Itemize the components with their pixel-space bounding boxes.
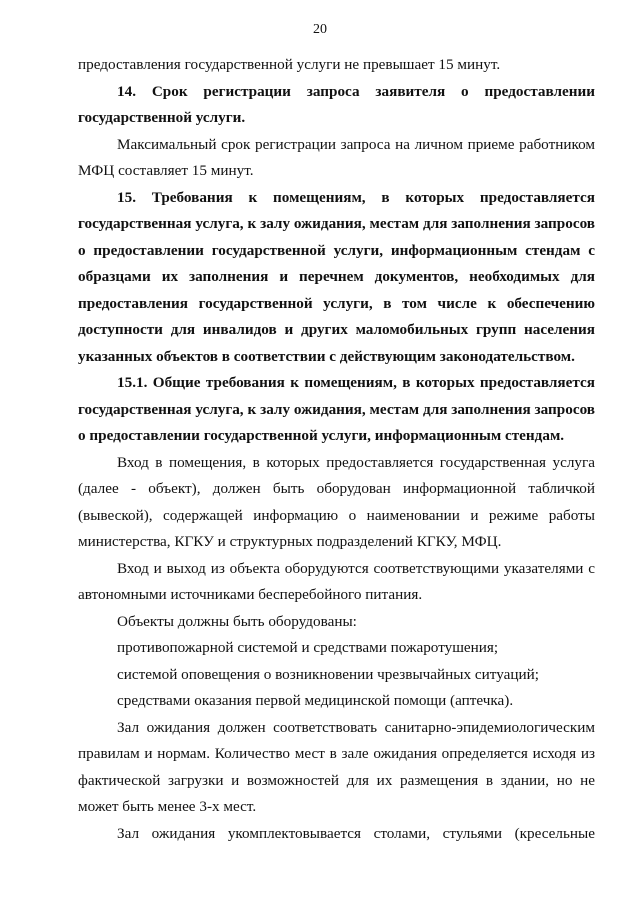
paragraph-waiting-room-furniture: Зал ожидания укомплектовывается столами, стульями (кресельные [117, 824, 595, 842]
paragraph-continuation: предоставления государственной услуги не превышает 15 минут. [78, 56, 501, 73]
paragraph-entrance-sign: Вход в помещения, в которых предоставляется государственная услуга (далее - объект), должен быть оборудован информационной табличкой (вывеской), содержащей информацию о наименовании и режиме работы министерства, КГКУ и структурных подразделений КГКУ, МФЦ. [78, 453, 595, 550]
section-heading-15: 15. Требования к помещениям, в которых предоставляется государственная услуга, к залу ожидания, местам для заполнения запросов о предоставлении государственной услуги, информационным стендам с образцами их заполнения и перечнем документов, необходимых для предоставления государственной услуги, в том числе к обеспечению доступности для инвалидов и других маломобильных групп населения указанных объектов в соответствии с действующим законодательством. [78, 188, 595, 365]
list-item-fire-system: противопожарной системой и средствами пожаротушения; [117, 639, 499, 656]
section-heading-14: 14. Срок регистрации запроса заявителя о предоставлении государственной услуги. [78, 82, 595, 126]
section-heading-15-1: 15.1. Общие требования к помещениям, в которых предоставляется государственная услуга, к залу ожидания, местам для заполнения запросов о предоставлении государственной услуги, информационным стендам. [78, 374, 595, 444]
paragraph-waiting-room: Зал ожидания должен соответствовать санитарно-эпидемиологическим правилам и нормам. Количество мест в зале ожидания определяется исходя из фактической загрузки и возможностей для их размещения в здании, но не может быть менее 3-х мест. [78, 718, 595, 815]
list-item-alert-system: системой оповещения о возникновении чрезвычайных ситуаций; [117, 665, 539, 683]
page-body [78, 52, 595, 847]
page-number: 20 [313, 22, 327, 37]
paragraph-registration-time: Максимальный срок регистрации запроса на личном приеме работником МФЦ составляет 15 минут. [78, 135, 595, 179]
paragraph-entrance-exit: Вход и выход из объекта оборудуются соответствующими указателями с автономными источниками бесперебойного питания. [78, 559, 595, 603]
list-item-first-aid: средствами оказания первой медицинской помощи (аптечка). [117, 692, 514, 709]
paragraph-equipment-intro: Объекты должны быть оборудованы: [117, 612, 357, 630]
